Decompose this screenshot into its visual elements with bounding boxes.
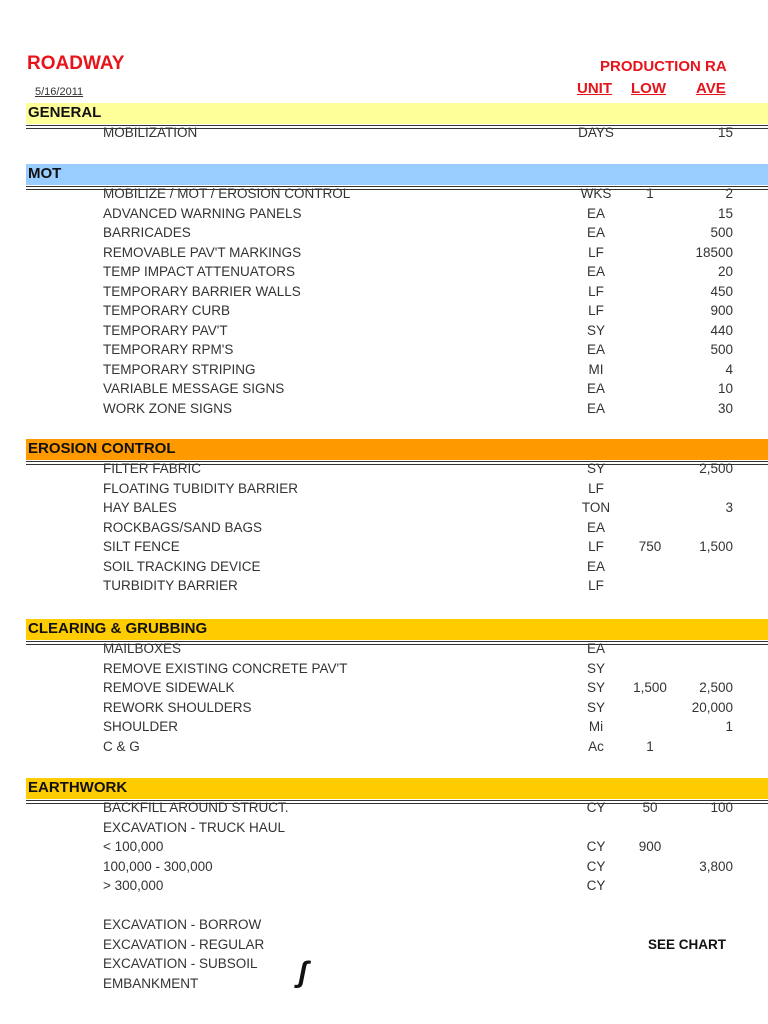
- row-unit: EA: [586, 381, 605, 396]
- row-low: 1: [646, 186, 654, 201]
- table-row: [0, 481, 768, 500]
- row-unit: Mi: [588, 719, 604, 734]
- table-row: [0, 520, 768, 539]
- row-unit: EA: [586, 205, 605, 221]
- row-ave: 3: [725, 500, 733, 515]
- production-rates-header: PRODUCTION RA: [600, 58, 727, 75]
- row-description: C & G: [103, 738, 140, 754]
- row-ave: 18500: [695, 244, 733, 260]
- row-description: EMBANKMENT: [103, 975, 199, 991]
- row-description: TEMPORARY CURB: [103, 303, 231, 318]
- row-unit: LF: [588, 480, 604, 496]
- row-description: EXCAVATION - BORROW: [103, 917, 262, 932]
- row-description: ADVANCED WARNING PANELS: [103, 205, 302, 221]
- row-ave: 1,500: [699, 539, 733, 554]
- row-description: MOBILIZE / MOT / EROSION CONTROL: [103, 186, 351, 201]
- table-row: [0, 739, 768, 758]
- table-row: [0, 661, 768, 680]
- table-row: [0, 206, 768, 225]
- table-row: [0, 578, 768, 597]
- table-row: [0, 381, 768, 400]
- table-row: [0, 976, 768, 995]
- row-description: EXCAVATION - REGULAR: [103, 936, 265, 952]
- row-description: EXCAVATION - TRUCK HAUL: [103, 819, 286, 835]
- row-ave: 10: [717, 381, 733, 396]
- table-row: [0, 700, 768, 719]
- row-unit: LF: [588, 303, 604, 318]
- row-unit: TON: [581, 500, 611, 515]
- row-description: WORK ZONE SIGNS: [103, 400, 233, 416]
- table-row: [0, 401, 768, 420]
- row-ave: 2,500: [699, 680, 733, 695]
- row-low: 50: [642, 800, 658, 815]
- section-band: [26, 164, 768, 185]
- row-ave: 20: [717, 264, 733, 279]
- table-row: [0, 641, 768, 660]
- row-ave: 100: [710, 800, 733, 815]
- row-unit: CY: [586, 858, 606, 874]
- brace-mark: ʃ: [298, 956, 308, 989]
- row-ave: 440: [710, 322, 733, 338]
- row-unit: EA: [586, 641, 605, 656]
- row-unit: SY: [586, 699, 605, 715]
- row-description: MAILBOXES: [103, 641, 182, 656]
- table-row: [0, 303, 768, 322]
- row-description: TEMP IMPACT ATTENUATORS: [103, 264, 296, 279]
- row-description: FILTER FABRIC: [103, 461, 202, 476]
- table-row: [0, 820, 768, 839]
- row-description: TEMPORARY PAV'T: [103, 322, 228, 338]
- row-unit: LF: [588, 283, 604, 299]
- row-unit: EA: [586, 264, 605, 279]
- table-row: [0, 284, 768, 303]
- row-unit: SY: [586, 461, 605, 476]
- row-ave: 1: [725, 719, 733, 734]
- row-description: REMOVE EXISTING CONCRETE PAV'T: [103, 660, 348, 676]
- row-unit: SY: [586, 322, 605, 338]
- row-ave: 30: [717, 400, 733, 416]
- row-ave: 15: [717, 125, 733, 140]
- table-row: [0, 245, 768, 264]
- row-description: > 300,000: [103, 878, 164, 893]
- row-unit: EA: [586, 225, 605, 240]
- row-unit: CY: [586, 800, 606, 815]
- table-row: [0, 264, 768, 283]
- row-description: SHOULDER: [103, 719, 179, 734]
- table-row: [0, 859, 768, 878]
- row-description: TEMPORARY RPM'S: [103, 342, 234, 357]
- page-title: ROADWAY: [27, 53, 125, 74]
- row-description: TURBIDITY BARRIER: [103, 578, 238, 593]
- row-ave: 20,000: [691, 699, 733, 715]
- row-description: REMOVABLE PAV'T MARKINGS: [103, 244, 302, 260]
- row-description: BARRICADES: [103, 225, 191, 240]
- row-ave: 450: [710, 283, 733, 299]
- row-ave: 4: [725, 361, 733, 377]
- section-band: [26, 619, 768, 640]
- row-unit: SY: [586, 680, 605, 695]
- section-title: MOT: [28, 165, 62, 182]
- row-unit: EA: [586, 558, 605, 574]
- row-ave: 500: [710, 225, 733, 240]
- row-low: 1: [646, 738, 654, 754]
- row-unit: EA: [586, 342, 605, 357]
- table-row: [0, 839, 768, 858]
- row-description: VARIABLE MESSAGE SIGNS: [103, 381, 285, 396]
- row-unit: LF: [588, 539, 604, 554]
- row-ave: 2: [725, 186, 733, 201]
- row-ave: 2,500: [699, 461, 733, 476]
- section-title: EROSION CONTROL: [28, 440, 176, 457]
- row-description: SOIL TRACKING DEVICE: [103, 558, 261, 574]
- section-band: [26, 103, 768, 124]
- row-unit: LF: [588, 244, 604, 260]
- see-chart-note: SEE CHART: [648, 936, 727, 952]
- table-row: [0, 125, 768, 144]
- row-description: REMOVE SIDEWALK: [103, 680, 235, 695]
- row-unit: WKS: [580, 186, 612, 201]
- row-description: TEMPORARY STRIPING: [103, 361, 256, 377]
- row-unit: CY: [586, 839, 606, 854]
- section-band: [26, 778, 768, 799]
- row-description: MOBILIZATION: [103, 125, 198, 140]
- section-band: [26, 439, 768, 460]
- row-ave: 15: [717, 205, 733, 221]
- row-unit: LF: [588, 578, 604, 593]
- row-ave: 900: [710, 303, 733, 318]
- row-unit: DAYS: [578, 125, 614, 140]
- row-unit: SY: [586, 660, 605, 676]
- row-description: < 100,000: [103, 839, 164, 854]
- row-description: EXCAVATION - SUBSOIL: [103, 956, 258, 971]
- table-row: [0, 186, 768, 205]
- row-description: HAY BALES: [103, 500, 177, 515]
- date-label: 5/16/2011: [35, 86, 84, 98]
- low-column-header: LOW: [631, 80, 666, 97]
- table-row: [0, 719, 768, 738]
- row-low: 900: [638, 839, 662, 854]
- row-description: TEMPORARY BARRIER WALLS: [103, 283, 301, 299]
- section-title: GENERAL: [28, 104, 102, 121]
- row-unit: MI: [588, 361, 604, 377]
- table-row: [0, 362, 768, 381]
- table-row: [0, 680, 768, 699]
- row-description: SILT FENCE: [103, 539, 180, 554]
- table-row: [0, 539, 768, 558]
- table-row: [0, 898, 768, 917]
- table-row: [0, 917, 768, 936]
- table-row: [0, 342, 768, 361]
- table-row: [0, 800, 768, 819]
- row-unit: Ac: [588, 738, 604, 754]
- row-ave: 3,800: [699, 858, 733, 874]
- table-row: [0, 323, 768, 342]
- row-unit: CY: [586, 878, 606, 893]
- row-description: FLOATING TUBIDITY BARRIER: [103, 480, 299, 496]
- ave-column-header: AVE: [696, 80, 726, 97]
- table-row: [0, 956, 768, 975]
- row-low: 750: [638, 539, 662, 554]
- row-unit: EA: [586, 519, 605, 535]
- row-description: ROCKBAGS/SAND BAGS: [103, 519, 263, 535]
- table-row: [0, 559, 768, 578]
- unit-column-header: UNIT: [577, 80, 612, 97]
- section-title: CLEARING & GRUBBING: [28, 620, 208, 637]
- row-ave: 500: [710, 342, 733, 357]
- table-row: [0, 500, 768, 519]
- table-row: [0, 225, 768, 244]
- row-description: REWORK SHOULDERS: [103, 699, 252, 715]
- row-description: BACKFILL AROUND STRUCT.: [103, 800, 289, 815]
- section-title: EARTHWORK: [28, 779, 128, 796]
- row-unit: EA: [586, 400, 605, 416]
- row-description: 100,000 - 300,000: [103, 858, 213, 874]
- row-low: 1,500: [633, 680, 667, 695]
- table-row: [0, 461, 768, 480]
- table-row: [0, 878, 768, 897]
